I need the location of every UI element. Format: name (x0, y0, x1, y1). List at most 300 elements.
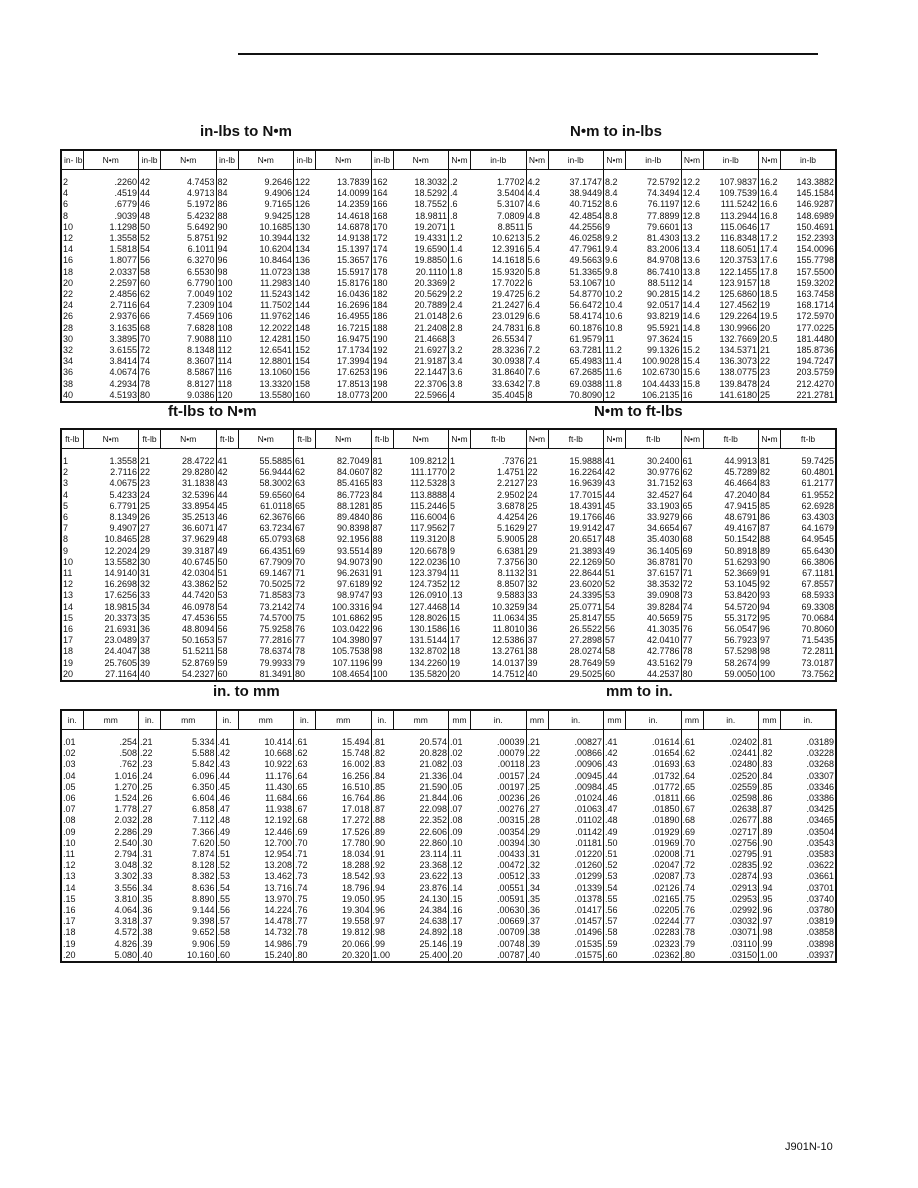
table-row (61, 950, 836, 962)
table-cell-key: 142 (295, 289, 311, 300)
table-cell-key: 23 (527, 478, 538, 489)
table-cell-key: 39 (140, 657, 151, 668)
table-cell-value: 16.7215 (316, 323, 372, 334)
table-cell-value: 51.3365 (548, 267, 604, 278)
table-cell-key: 100 (217, 277, 233, 288)
table-cell-key: 60 (217, 668, 228, 679)
table-cell-key: 72 (682, 579, 693, 590)
table-cell-value: 7.6828 (161, 323, 217, 334)
table-cell-key: .03 (450, 759, 463, 770)
table-cell-key: 93 (372, 590, 383, 601)
table-cell-key: 17.4 (760, 244, 778, 255)
table-cell-value: 136.3073 (703, 356, 759, 367)
table-cell-value: 2.2597 (83, 278, 139, 289)
table-cell-value: 95.5921 (626, 323, 682, 334)
table-cell-value: 23.6020 (548, 579, 604, 590)
table-cell-key: .57 (217, 916, 231, 927)
table-cell-value: .03543 (781, 838, 837, 849)
table-cell-key: 16 (682, 389, 693, 400)
table-cell-key: 4.6 (527, 199, 541, 210)
table-cell-value: 20.7889 (393, 300, 449, 311)
table-cell-value: 39.8284 (626, 602, 682, 613)
table-cell-key: 98 (760, 646, 771, 657)
table-cell-value: 11.2983 (238, 278, 294, 289)
table-cell-value: 12.192 (238, 815, 294, 826)
table-cell-value: .01142 (548, 827, 604, 838)
table-cell-key: 8 (527, 389, 533, 400)
table-cell-key: 21 (760, 345, 771, 356)
table-cell-key: .66 (682, 793, 696, 804)
table-cell-key: 77 (682, 635, 693, 646)
table-cell-value: 135.5820 (393, 669, 449, 681)
table-cell-value: 12.954 (238, 849, 294, 860)
table-cell-value: 13.7839 (316, 177, 372, 188)
table-cell-key: 58 (217, 646, 228, 657)
table-cell-key: .69 (295, 826, 308, 837)
column-header: ft-lb (294, 429, 316, 449)
table-cell-value: 72.2811 (781, 646, 837, 657)
table-cell-value: 103.0422 (316, 624, 372, 635)
table-cell-key: .09 (450, 826, 463, 837)
table-cell-value: 52.3669 (703, 568, 759, 579)
table-cell-key: 78 (295, 646, 306, 657)
table-cell-key: 93 (760, 590, 771, 601)
table-cell-value: 19.9142 (548, 523, 604, 534)
table-cell-key: 1 (63, 456, 69, 466)
table-cell-key: 14.8 (682, 322, 701, 333)
table-cell-value: 11.9762 (238, 311, 294, 322)
table-cell-key: 85 (760, 500, 771, 511)
table-cell-value: 2.4856 (83, 289, 139, 300)
table-cell-value: 33.8954 (161, 501, 217, 512)
table-cell-key: 47 (605, 523, 616, 534)
title-in-lbs-to-nm: in-lbs to N•m (200, 123, 292, 140)
table-cell-key: 194 (372, 356, 388, 367)
column-header: ft-lb (471, 429, 527, 449)
table-cell-key: .64 (295, 770, 308, 781)
table-cell-value: 21.0148 (393, 311, 449, 322)
table-cell-value: .00394 (471, 838, 527, 849)
table-cell-value: 21.3893 (548, 546, 604, 557)
table-row (61, 334, 836, 345)
table-cell-value: 16.9639 (548, 478, 604, 489)
table-cell-value: 159.3202 (781, 278, 837, 289)
table-cell-value: 44.7420 (161, 590, 217, 601)
table-cell-value: .00669 (471, 916, 527, 927)
table-cell-key: 8 (63, 534, 69, 545)
table-cell-key: 192 (372, 345, 388, 356)
table-cell-value: 17.8513 (316, 379, 372, 390)
table-cell-value: .01693 (626, 759, 682, 770)
table-cell-value: .03622 (781, 860, 837, 871)
table-cell-key: 120 (217, 389, 233, 400)
table-cell-value: 15.494 (316, 737, 372, 748)
table-cell-key: 1.6 (450, 255, 463, 266)
table-cell-value: 63.7281 (548, 345, 604, 356)
table-cell-key: 200 (372, 389, 388, 400)
table-cell-key: 17.8 (760, 266, 778, 277)
table-cell-value: .00866 (548, 748, 604, 759)
table-row (61, 356, 836, 367)
table-cell-value: 90.2815 (626, 289, 682, 300)
table-cell-key: .49 (605, 826, 618, 837)
table-cell-value: .02520 (703, 771, 759, 782)
table-cell-key: .17 (63, 916, 76, 927)
table-cell-value: 118.6051 (703, 244, 759, 255)
table-cell-key: 96 (760, 624, 771, 635)
column-header: ft-lb (371, 429, 393, 449)
table-cell-value: 10.668 (238, 748, 294, 759)
table-cell-value: 44.9913 (703, 456, 759, 467)
table-cell-value: 16.0436 (316, 289, 372, 300)
table-cell-key: 182 (372, 289, 388, 300)
table-cell-value: 58.3002 (238, 478, 294, 489)
table-cell-value: 13.716 (238, 883, 294, 894)
table-cell-key: 13.4 (682, 244, 701, 255)
table-cell-key: 71 (295, 568, 306, 579)
table-cell-key: 17 (760, 221, 771, 232)
table-cell-value: 20.3373 (83, 613, 139, 624)
table-cell-key: .48 (217, 815, 231, 826)
table-cell-value: 11.7502 (238, 300, 294, 311)
table-cell-key: .32 (527, 860, 541, 871)
table-cell-value: 5.1972 (161, 199, 217, 210)
table-cell-value: 53.1067 (548, 278, 604, 289)
table-cell-key: 47 (217, 523, 228, 534)
table-cell-key: 20 (450, 668, 461, 679)
table-cell-value: 20.320 (316, 950, 372, 962)
table-cell-value: 86.7723 (316, 490, 372, 501)
table-cell-value: 6.5530 (161, 267, 217, 278)
table-cell-key: .51 (217, 849, 231, 860)
table-cell-key: .47 (217, 804, 231, 815)
table-cell-key: 26 (527, 512, 538, 523)
table-cell-value: 138.0775 (703, 367, 759, 378)
table-cell-value: .02008 (626, 849, 682, 860)
table-cell-value: 28.0274 (548, 646, 604, 657)
table-cell-value: 21.844 (393, 793, 449, 804)
table-cell-key: 37 (140, 635, 151, 646)
table-cell-key: 164 (372, 188, 388, 199)
table-cell-value: 70.5025 (238, 579, 294, 590)
table-cell-key: 72 (140, 345, 151, 356)
table-cell-key: .95 (372, 893, 386, 904)
table-cell-value: 12.2022 (238, 323, 294, 334)
table-cell-value: 22.1447 (393, 367, 449, 378)
table-cell-value: .00079 (471, 748, 527, 759)
table-cell-key: 12.4 (682, 188, 701, 199)
table-cell-key: 65 (295, 500, 306, 511)
table-cell-value: 61.9579 (548, 334, 604, 345)
table-cell-key: 16.4 (760, 188, 778, 199)
table-cell-value: .01339 (548, 883, 604, 894)
table-cell-key: .63 (295, 759, 308, 770)
table-cell-value: 13.5580 (238, 390, 294, 402)
table-cell-value: 116.6004 (393, 512, 449, 523)
table-cell-value: 37.6157 (626, 568, 682, 579)
table-cell-key: .18 (450, 927, 463, 938)
table-cell-value: 21.4668 (393, 334, 449, 345)
column-header: in. (781, 710, 837, 730)
table-cell-key: 1.00 (760, 949, 778, 960)
table-cell-key: 42 (605, 467, 616, 478)
table-cell-key: 64 (682, 489, 693, 500)
table-cell-value: .02835 (703, 860, 759, 871)
table-cell-key: 184 (372, 300, 388, 311)
table-cell-key: 58 (605, 646, 616, 657)
table-cell-value: .02559 (703, 782, 759, 793)
table-cell-key: .40 (527, 949, 541, 960)
table-cell-key: .13 (63, 871, 76, 882)
table-cell-value: 124.7352 (393, 579, 449, 590)
table-cell-key: 7.6 (527, 367, 541, 378)
table-cell-value: 9.906 (161, 939, 217, 950)
table-cell-value: 105.7538 (316, 646, 372, 657)
table-cell-value: 24.638 (393, 916, 449, 927)
table-cell-key: .84 (760, 770, 773, 781)
table-cell-value: .03898 (781, 939, 837, 950)
table-cell-key: 53 (217, 590, 228, 601)
table-cell-value: 18.796 (316, 883, 372, 894)
table-row (61, 613, 836, 624)
table-cell-key: 66 (682, 512, 693, 523)
table-cell-value: 23.0489 (83, 635, 139, 646)
table-cell-key: 54 (140, 244, 151, 255)
column-header: N•m (238, 429, 294, 449)
table-cell-key: 156 (295, 367, 311, 378)
table-cell-value: 30.9776 (626, 467, 682, 478)
table-cell-value: 61.9552 (781, 490, 837, 501)
table-cell-key: 100 (372, 668, 388, 679)
table-cell-value: .02480 (703, 759, 759, 770)
table-cell-key: .54 (605, 882, 618, 893)
header-rule (238, 53, 818, 55)
table-cell-value: 17.6253 (316, 367, 372, 378)
table-row (61, 748, 836, 759)
table-row (61, 827, 836, 838)
table-cell-value: .01417 (548, 905, 604, 916)
table-cell-value: 18.9815 (83, 602, 139, 613)
table-row (61, 646, 836, 657)
table-cell-value: 42.4854 (548, 211, 604, 222)
table-cell-key: 11.8 (605, 378, 622, 389)
table-cell-value: 8.3607 (161, 356, 217, 367)
table-row (61, 501, 836, 512)
table-cell-value: 53.1045 (703, 579, 759, 590)
table-cell-value: .03583 (781, 849, 837, 860)
table-cell-value: 13.2761 (471, 646, 527, 657)
table-cell-key: 36 (63, 367, 74, 378)
table-cell-value: .03346 (781, 782, 837, 793)
table-cell-value: 22.3706 (393, 379, 449, 390)
table-cell-key: 5.6 (527, 255, 541, 266)
table-cell-key: 88 (217, 210, 228, 221)
table-cell-key: 34 (527, 601, 538, 612)
table-cell-key: 74 (140, 356, 151, 367)
table-cell-key: 18 (63, 266, 74, 277)
table-cell-value: 19.050 (316, 894, 372, 905)
table-cell-value: 14.732 (238, 927, 294, 938)
table-cell-key: 126 (295, 199, 311, 210)
table-row (61, 523, 836, 534)
table-cell-value: 7.112 (161, 815, 217, 826)
table-cell-key: 28 (63, 322, 74, 333)
table-cell-key: 150 (295, 333, 311, 344)
table-cell-key: .74 (295, 882, 308, 893)
table-cell-value: 6.604 (161, 793, 217, 804)
table-cell-key: 196 (372, 367, 388, 378)
table-cell-value: .03780 (781, 905, 837, 916)
table-cell-value: 53.8420 (703, 590, 759, 601)
table-cell-key: 35 (140, 612, 151, 623)
table-cell-value: 100.9028 (626, 356, 682, 367)
table-cell-key: .58 (217, 927, 231, 938)
table-cell-value: 74.5700 (238, 613, 294, 624)
table-cell-key: 15.2 (682, 345, 701, 356)
table-cell-key: 134 (295, 244, 311, 255)
table-cell-value: 3.318 (83, 916, 139, 927)
table-cell-key: 79 (295, 657, 306, 668)
table-cell-key: 13.8 (682, 266, 701, 277)
table-cell-key: .13 (450, 871, 463, 882)
table-cell-key: 80 (295, 668, 306, 679)
table-cell-value: 30.2400 (626, 456, 682, 467)
table-cell-value: 32.4527 (626, 490, 682, 501)
table-cell-value: 4.826 (83, 939, 139, 950)
table-cell-value: 15.3657 (316, 255, 372, 266)
table-cell-value: 5.334 (161, 737, 217, 748)
table-cell-value: 72.5792 (626, 177, 682, 188)
column-header: in. (548, 710, 604, 730)
table-cell-key: .29 (140, 826, 153, 837)
table-cell-key: 99 (372, 657, 383, 668)
table-cell-value: 42.0410 (626, 635, 682, 646)
table-cell-value: 22.352 (393, 815, 449, 826)
table-cell-key: .86 (372, 793, 386, 804)
table-cell-key: .50 (605, 837, 618, 848)
table-cell-value: 19.6590 (393, 244, 449, 255)
table-cell-key: 44 (605, 489, 616, 500)
table-cell-value: 18.0773 (316, 390, 372, 402)
table-cell-key: 4 (63, 188, 69, 199)
column-header: mm (449, 710, 471, 730)
table-cell-value: 34.6654 (626, 523, 682, 534)
table-cell-value: 4.7453 (161, 177, 217, 188)
table-cell-value: 3.8414 (83, 356, 139, 367)
table-cell-value: 5.4233 (83, 490, 139, 501)
table-row (61, 793, 836, 804)
table-cell-key: .93 (760, 871, 773, 882)
table-cell-value: 10.6204 (238, 244, 294, 255)
table-cell-key: 10 (63, 221, 74, 232)
table-cell-key: 160 (295, 389, 311, 400)
table-cell-key: 110 (217, 333, 232, 344)
table-cell-value: 21.2427 (471, 300, 527, 311)
table-cell-value: 19.2071 (393, 222, 449, 233)
table-cell-key: 6.6 (527, 311, 541, 322)
in-mm-conversion-table (60, 709, 837, 963)
table-cell-key: 82 (372, 467, 383, 478)
table-cell-value: 30.0938 (471, 356, 527, 367)
table-cell-value: 5.080 (83, 950, 139, 962)
table-cell-value: 24.7831 (471, 323, 527, 334)
table-cell-key: 20.5 (760, 333, 778, 344)
table-cell-value: 65.0793 (238, 534, 294, 545)
table-cell-key: .36 (527, 905, 541, 916)
table-cell-value: 29.8280 (161, 467, 217, 478)
table-cell-key: 92 (217, 233, 228, 244)
table-cell-value: 47.7961 (548, 244, 604, 255)
table-cell-key: 64 (140, 300, 151, 311)
column-header: in-lb (471, 150, 527, 170)
column-header: ft-lb (703, 429, 759, 449)
table-cell-key: 8 (450, 534, 456, 545)
table-cell-value: 22.860 (393, 838, 449, 849)
table-cell-value: 69.1467 (238, 568, 294, 579)
table-cell-key: .13 (450, 590, 463, 601)
table-cell-value: 73.2142 (238, 602, 294, 613)
table-row (61, 635, 836, 646)
table-cell-value: 203.5759 (781, 367, 837, 378)
table-cell-key: 6 (63, 199, 69, 210)
table-cell-key: 30 (63, 333, 74, 344)
table-cell-value: 12.446 (238, 827, 294, 838)
table-cell-key: 74 (295, 601, 306, 612)
table-cell-value: 157.5500 (781, 267, 837, 278)
column-header: mm (604, 710, 626, 730)
table-cell-value: .00433 (471, 849, 527, 860)
table-cell-value: 70.8090 (548, 390, 604, 402)
table-cell-value: 16.4955 (316, 311, 372, 322)
table-cell-key: 1.00 (372, 949, 391, 960)
table-cell-value: .00906 (548, 759, 604, 770)
table-cell-key: 32 (527, 579, 538, 590)
table-cell-value: 125.6860 (703, 289, 759, 300)
table-cell-key: .22 (140, 748, 153, 759)
table-cell-key: 19 (63, 657, 74, 668)
table-cell-value: 25.7605 (83, 658, 139, 669)
table-cell-key: 11.4 (605, 356, 622, 367)
table-cell-value: 14.6878 (316, 222, 372, 233)
table-cell-key: 27 (527, 523, 538, 534)
table-cell-key: 7.4 (527, 356, 541, 367)
table-cell-key: 17 (63, 635, 74, 646)
table-cell-key: .41 (217, 737, 231, 747)
table-cell-key: 88 (760, 534, 771, 545)
table-cell-value: .00354 (471, 827, 527, 838)
table-cell-key: .30 (140, 837, 153, 848)
table-cell-value: 1.7702 (471, 177, 527, 188)
table-cell-key: .52 (605, 860, 618, 871)
table-cell-key: 144 (295, 300, 311, 311)
table-cell-key: .52 (217, 860, 231, 871)
table-row (61, 894, 836, 905)
table-cell-key: 5.8 (527, 266, 541, 277)
table-cell-key: 4.4 (527, 188, 541, 199)
column-header: in- lb (61, 150, 83, 170)
table-cell-key: 45 (605, 500, 616, 511)
table-cell-value: 17.018 (316, 804, 372, 815)
table-cell-value: 4.572 (83, 927, 139, 938)
table-cell-key: 10.4 (605, 300, 623, 311)
table-cell-key: .07 (63, 804, 76, 815)
table-cell-key: 178 (372, 266, 388, 277)
column-header: ft-lb (626, 429, 682, 449)
table-cell-value: .02244 (626, 916, 682, 927)
table-cell-value: .01220 (548, 849, 604, 860)
table-cell-value: 109.7539 (703, 188, 759, 199)
table-cell-key: 61 (295, 456, 306, 466)
